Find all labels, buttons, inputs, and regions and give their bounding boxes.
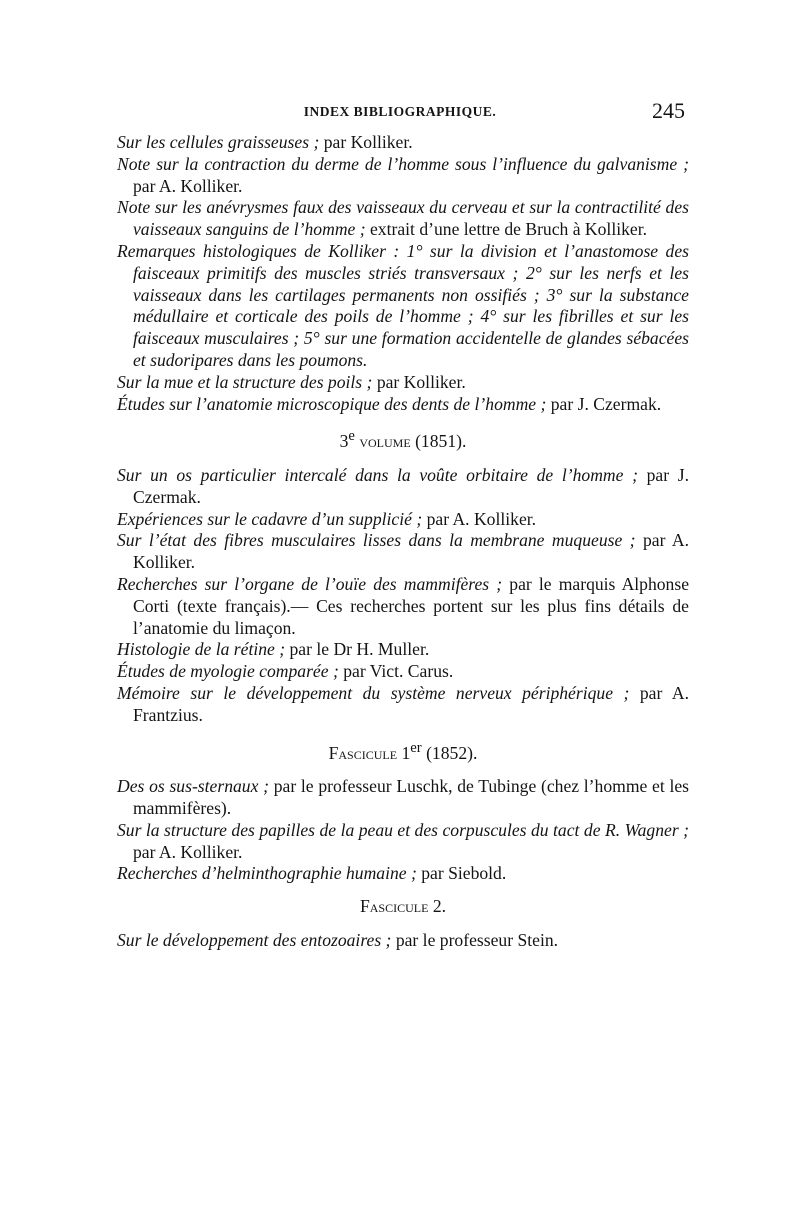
- bibliography-entry: [117, 394, 689, 416]
- heading-superscript: e: [348, 428, 355, 445]
- bibliography-entry: [117, 863, 689, 885]
- bibliography-entry: [117, 661, 689, 683]
- bibliography-entry: [117, 574, 689, 639]
- entries-group-b: [117, 465, 689, 727]
- section-heading-volume: [117, 426, 689, 453]
- entry-author: par le Dr H. Muller.: [285, 639, 430, 660]
- entry-author: par A. Kolliker.: [422, 508, 537, 529]
- section-heading-fascicule-2: [117, 896, 689, 918]
- heading-number: 2.: [428, 896, 447, 917]
- bibliography-entry: [117, 820, 689, 864]
- entry-title: Sur les cellules graisseuses ;: [117, 132, 320, 152]
- section-heading-fascicule-1: [117, 738, 689, 765]
- heading-year: (1851).: [410, 431, 467, 452]
- bibliography-entry: [117, 197, 689, 241]
- bibliography-entry: [117, 930, 689, 952]
- entry-title: Histologie de la rétine ;: [117, 639, 286, 660]
- entry-title: Des os sus-sternaux ;: [117, 776, 269, 797]
- bibliography-entry: [117, 372, 689, 394]
- entry-title: Sur l’état des fibres musculaires lisses dans la membrane muqueuse ;: [117, 530, 636, 551]
- entry-title: Sur la structure des papilles de la peau et des corpuscules du tact de R. Wagner ;: [117, 819, 689, 840]
- entries-group-a: [117, 132, 689, 415]
- entry-author: par Kolliker.: [319, 132, 413, 152]
- entry-author: par Kolliker.: [372, 371, 466, 392]
- running-head: INDEX BIBLIOGRAPHIQUE.: [303, 104, 497, 119]
- bibliography-entry: [117, 683, 689, 727]
- entry-title: Note sur les anévrysmes faux des vaisseaux du cerveau et sur la contractilité des vaisseaux sanguins de l’homme ;: [117, 197, 689, 240]
- entries-group-c: [117, 776, 689, 885]
- heading-number: 1: [397, 742, 411, 763]
- entry-author: extrait d’une lettre de Bruch à Kolliker.: [365, 219, 647, 240]
- entry-title: Recherches sur l’organe de l’ouïe des mammifères ;: [117, 574, 503, 594]
- entry-author: par A. Kolliker.: [133, 175, 243, 196]
- heading-superscript: er: [410, 739, 422, 756]
- entry-title: Études sur l’anatomie microscopique des dents de l’homme ;: [117, 393, 547, 414]
- entry-title: Mémoire sur le développement du système nerveux périphérique ;: [117, 682, 630, 703]
- entry-author: par A. Kolliker.: [133, 841, 243, 862]
- entry-author: par A. Frantzius.: [133, 682, 689, 725]
- entry-author: par J. Czermak.: [133, 465, 689, 507]
- bibliography-entry: [117, 154, 689, 198]
- heading-word: volume: [359, 431, 411, 452]
- page-header: [115, 98, 685, 126]
- bibliography-entry: [117, 241, 689, 372]
- entry-author: par J. Czermak.: [546, 393, 662, 414]
- bibliography-entry: [117, 509, 689, 531]
- bibliography-entry: [117, 465, 689, 509]
- entry-title: Remarques histologiques de Kolliker : 1° sur la division et l’anastomose des faisceaux primitifs des muscles striés transversaux ; 2° sur les nerfs et les vaisseaux dans les cartilages permanents non ossifiés ; 3° sur la substance médullaire et corticale des poils de l’homme ; 4° sur les fibrilles et sur les faisceaux musculaires ; 5° sur une formation accidentelle de glandes sébacées et sudoripares dans les poumons.: [117, 240, 689, 370]
- bibliography-entry: [117, 639, 689, 661]
- heading-number: 3: [339, 431, 349, 452]
- entry-title: Recherches d’helminthographie humaine ;: [117, 863, 417, 884]
- bibliography-entry: [117, 530, 689, 574]
- entry-author: par le professeur Stein.: [391, 930, 559, 951]
- entry-author: par A. Kolliker.: [133, 530, 689, 573]
- entries-group-d: [117, 930, 689, 952]
- bibliography-body: [117, 132, 689, 952]
- heading-word: Fascicule: [328, 742, 398, 763]
- entry-author: par Siebold.: [416, 863, 507, 884]
- entry-title: Note sur la contraction du derme de l’homme sous l’influence du galvanisme ;: [117, 153, 689, 174]
- entry-title: Expériences sur le cadavre d’un supplicié ;: [117, 508, 423, 529]
- entry-author: par le marquis Alphonse Corti (texte français).— Ces recherches portent sur les plus fins détails de l’anatomie du limaçon.: [133, 574, 690, 638]
- entry-author: par Vict. Carus.: [338, 661, 454, 682]
- bibliography-entry: [117, 776, 689, 820]
- bibliography-entry: [117, 132, 689, 154]
- page-number: 245: [652, 98, 685, 123]
- entry-author: par le professeur Luschk, de Tubinge (chez l’homme et les mammifères).: [133, 776, 690, 819]
- heading-word: Fascicule: [359, 896, 429, 917]
- entry-title: Sur le développement des entozoaires ;: [117, 930, 392, 951]
- entry-title: Études de myologie comparée ;: [117, 661, 339, 682]
- entry-title: Sur la mue et la structure des poils ;: [117, 371, 373, 392]
- heading-year: (1852).: [421, 742, 478, 763]
- entry-title: Sur un os particulier intercalé dans la voûte orbitaire de l’homme ;: [117, 465, 638, 486]
